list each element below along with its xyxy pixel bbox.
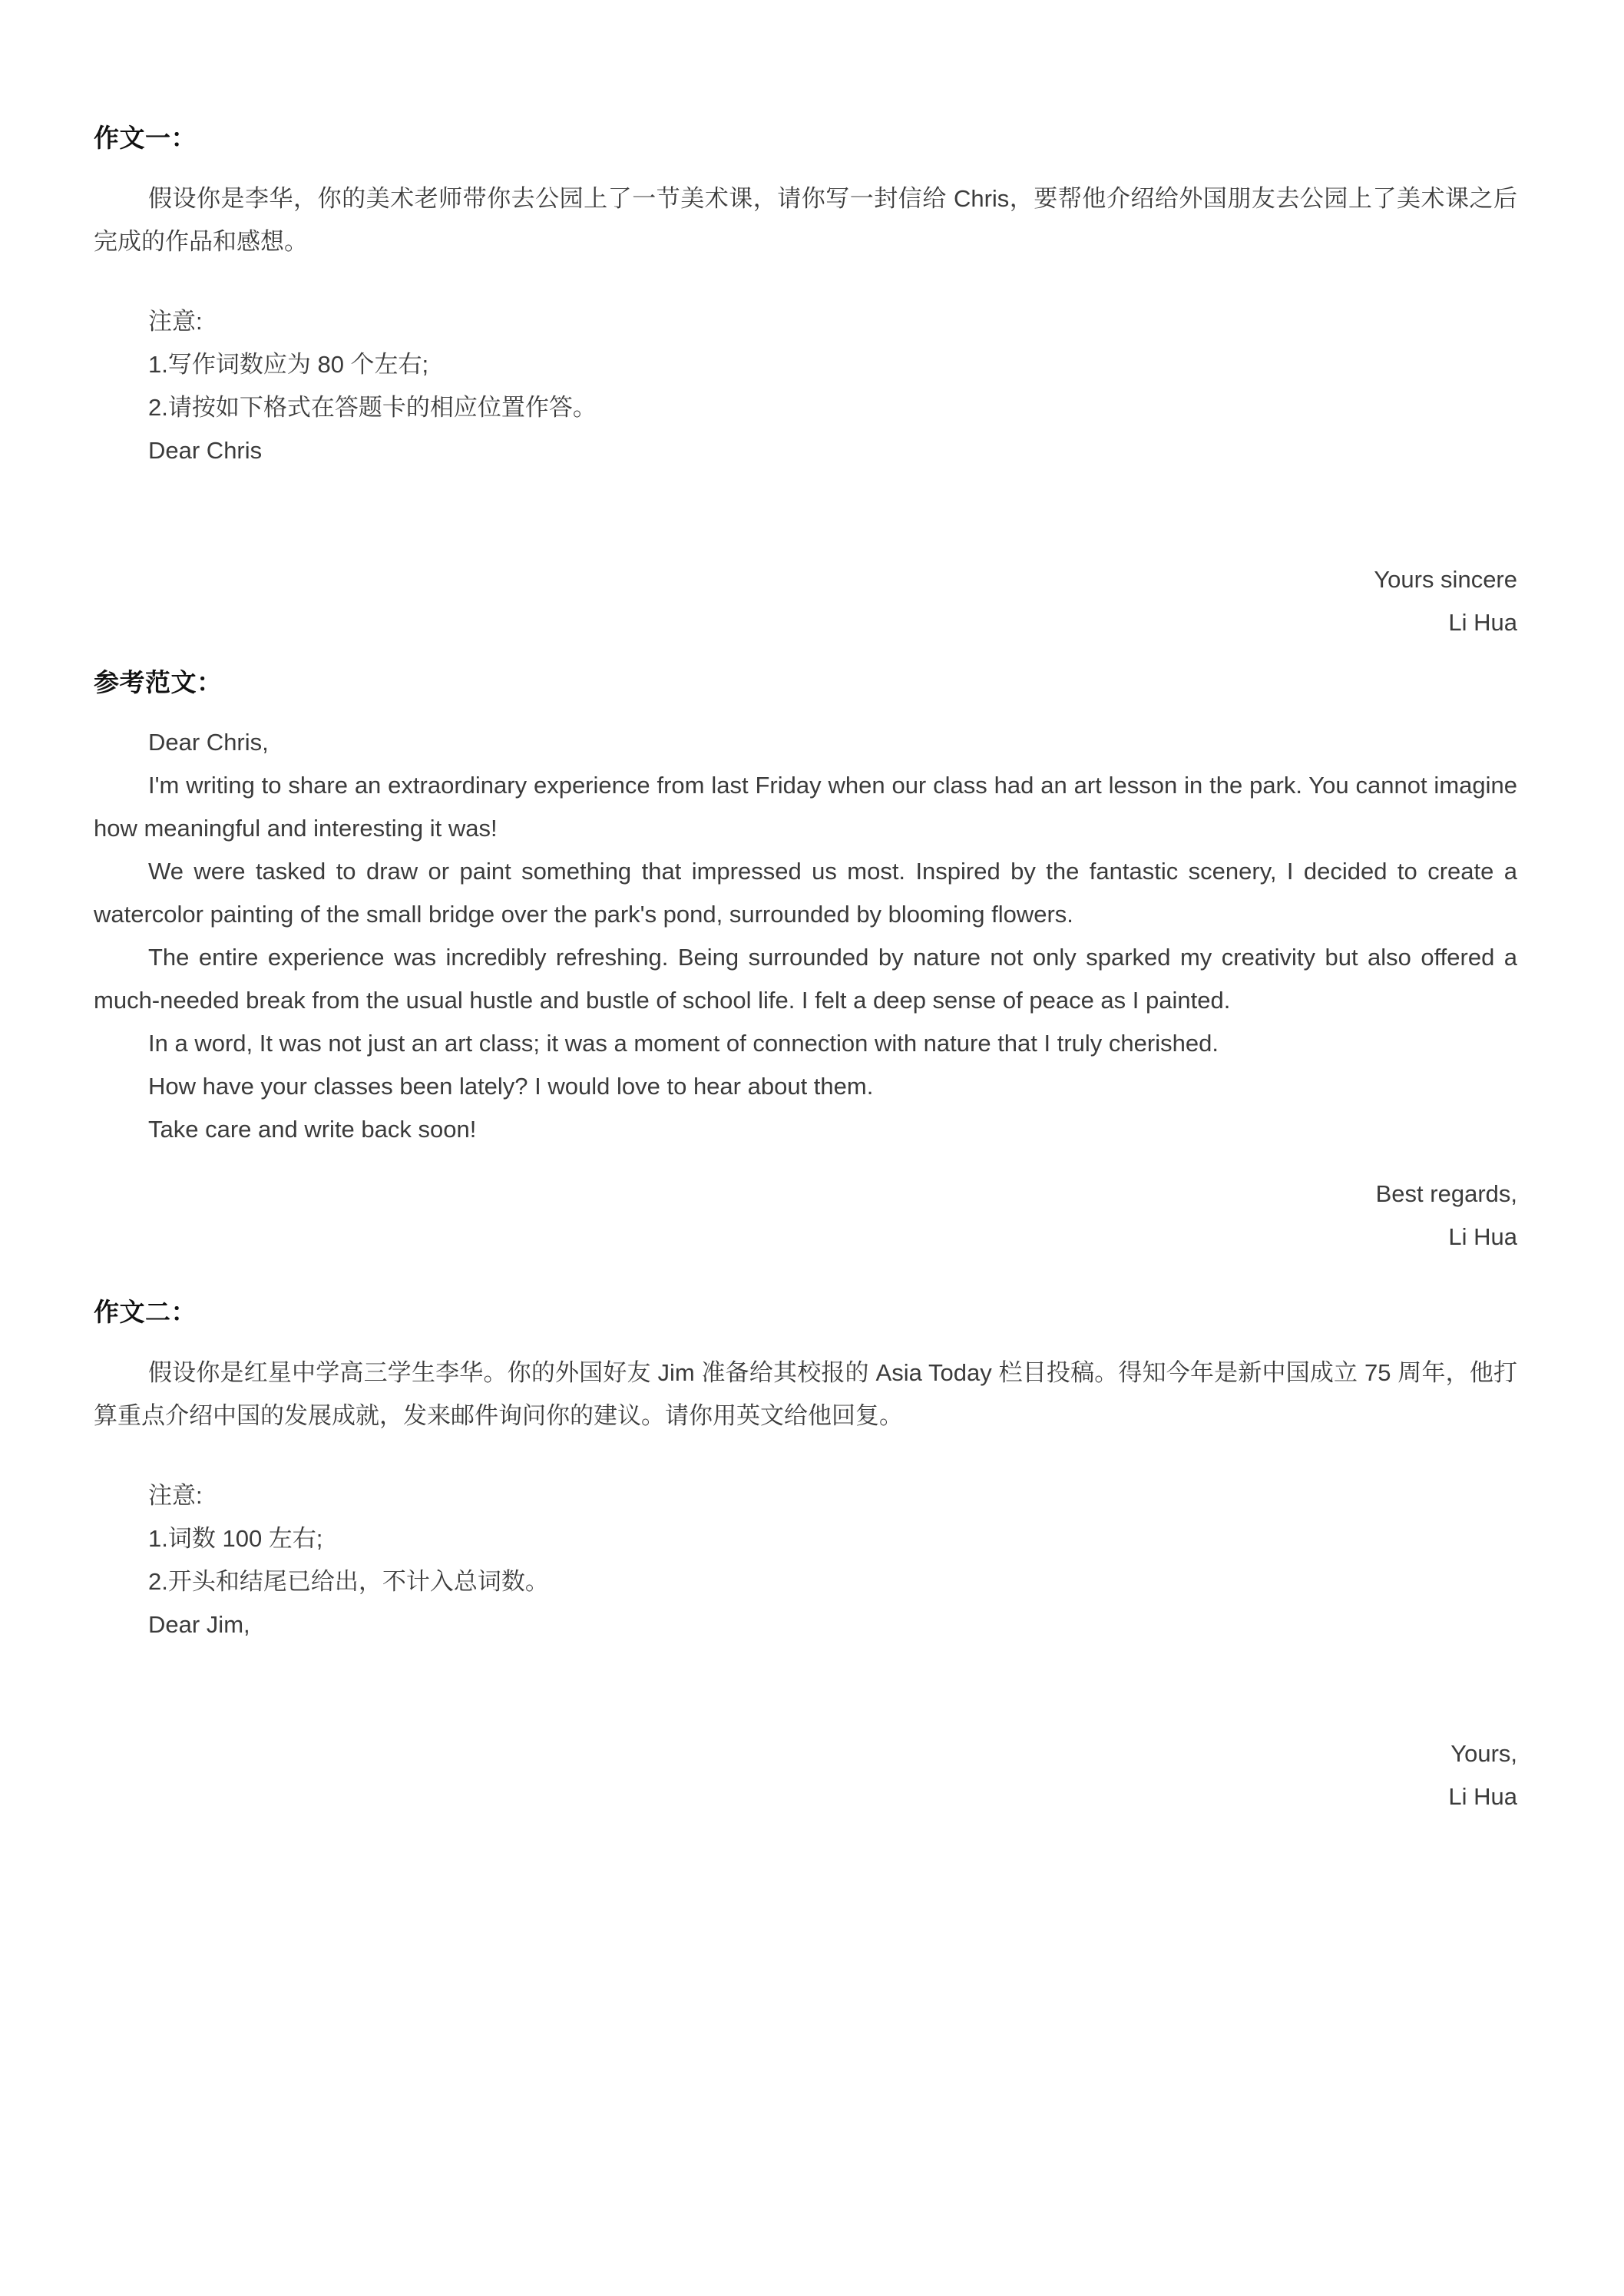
model-answer-salutation: Dear Chris, bbox=[148, 729, 269, 756]
essay-one-heading: 作文一： bbox=[94, 124, 197, 152]
model-answer-line-3: Take care and write back soon! bbox=[148, 1116, 477, 1143]
essay-two-closing: Yours, bbox=[1450, 1739, 1517, 1767]
essay-one-signature: Li Hua bbox=[1448, 608, 1517, 636]
essay-one-prompt: 假设你是李华，你的美术老师带你去公园上了一节美术课，请你写一封信给 Chris，要帮他介绍给外国朋友去公园上了美术课之后完成的作品和感想。 bbox=[94, 184, 1517, 255]
model-answer-closing: Best regards, bbox=[1375, 1180, 1517, 1208]
essay-one-notice bbox=[94, 300, 1517, 472]
essay-two-prompt: 假设你是红星中学高三学生李华。你的外国好友 Jim 准备给其校报的 Asia Today 栏目投稿。得知今年是新中国成立 75 周年，他打算重点介绍中国的发展成就，发来邮件询问你的建议。请你用英文给他回复。 bbox=[94, 1358, 1517, 1429]
notice-item-1: 1.写作词数应为 80 个左右; bbox=[148, 350, 429, 378]
essay-two-signature: Li Hua bbox=[1448, 1782, 1517, 1810]
spacer bbox=[94, 1437, 1517, 1474]
notice-item-2: 2.开头和结尾已给出，不计入总词数。 bbox=[148, 1567, 549, 1595]
model-answer-paragraph-2: We were tasked to draw or paint something that impressed us most. Inspired by the fantastic scenery, I decided to create a watercolor painting of the small bridge over the park's pond, surrounded by blooming flowers. bbox=[94, 858, 1517, 928]
answer-space-one bbox=[94, 472, 1517, 558]
spacer bbox=[94, 156, 1517, 177]
spacer bbox=[94, 700, 1517, 721]
model-answer-heading: 参考范文： bbox=[94, 667, 223, 696]
spacer bbox=[94, 1330, 1517, 1351]
notice-label: 注意: bbox=[148, 307, 203, 335]
model-answer-line-1: In a word, It was not just an art class; it was a moment of connection with nature that I truly cherished. bbox=[148, 1030, 1219, 1057]
answer-space-two bbox=[94, 1646, 1517, 1732]
model-answer-signature: Li Hua bbox=[1448, 1223, 1517, 1251]
spacer bbox=[94, 644, 1517, 666]
spacer bbox=[94, 1151, 1517, 1173]
notice-label: 注意: bbox=[148, 1481, 203, 1509]
model-answer-paragraph-1: I'm writing to share an extraordinary experience from last Friday when our class had an art lesson in the park. You cannot imagine how meaningful and interesting it was! bbox=[94, 772, 1517, 842]
spacer bbox=[94, 1259, 1517, 1295]
essay-two-heading: 作文二： bbox=[94, 1298, 197, 1327]
essay-one-salutation: Dear Chris bbox=[148, 436, 263, 464]
notice-item-1: 1.词数 100 左右; bbox=[148, 1524, 323, 1552]
top-spacer bbox=[94, 0, 1517, 121]
spacer bbox=[94, 263, 1517, 300]
essay-two-notice bbox=[94, 1474, 1517, 1646]
document-content bbox=[94, 0, 1517, 1818]
essay-two-salutation: Dear Jim, bbox=[148, 1610, 250, 1638]
model-answer-paragraph-3: The entire experience was incredibly refreshing. Being surrounded by nature not only sparked my creativity but also offered a much-needed break from the usual hustle and bustle of school life. I felt a deep sense of peace as I painted. bbox=[94, 944, 1517, 1014]
model-answer-line-2: How have your classes been lately? I would love to hear about them. bbox=[148, 1073, 874, 1100]
notice-item-2: 2.请按如下格式在答题卡的相应位置作答。 bbox=[148, 393, 597, 421]
essay-one-closing: Yours sincere bbox=[1374, 565, 1517, 593]
